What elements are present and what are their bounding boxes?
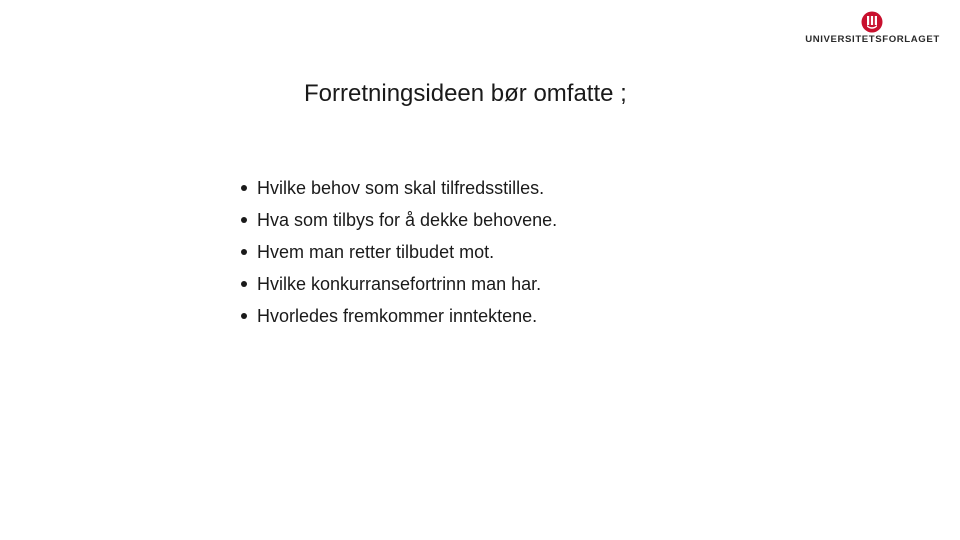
- bullet-dot-icon: [241, 281, 247, 287]
- bullet-text: Hvem man retter tilbudet mot.: [257, 241, 495, 262]
- bullet-text: Hvorledes fremkommer inntektene.: [257, 305, 538, 326]
- bullet-text: Hvilke behov som skal tilfredsstilles.: [257, 177, 545, 198]
- bullet-dot-icon: [241, 185, 247, 191]
- bullet-item: [241, 268, 557, 300]
- bullet-list: [241, 172, 557, 332]
- bullet-item: [241, 300, 557, 332]
- slide-title: Forretningsideen bør omfatte ;: [304, 80, 627, 107]
- bullet-item: [241, 172, 557, 204]
- bullet-dot-icon: [241, 249, 247, 255]
- universitetsforlaget-emblem-icon: [861, 11, 883, 33]
- publisher-logo-text: UNIVERSITETSFORLAGET: [805, 34, 940, 45]
- bullet-item: [241, 204, 557, 236]
- bullet-dot-icon: [241, 217, 247, 223]
- bullet-text: Hva som tilbys for å dekke behovene.: [257, 209, 558, 230]
- bullet-dot-icon: [241, 313, 247, 319]
- bullet-text: Hvilke konkurransefortrinn man har.: [257, 273, 542, 294]
- publisher-logo: [795, 11, 950, 47]
- bullet-item: [241, 236, 557, 268]
